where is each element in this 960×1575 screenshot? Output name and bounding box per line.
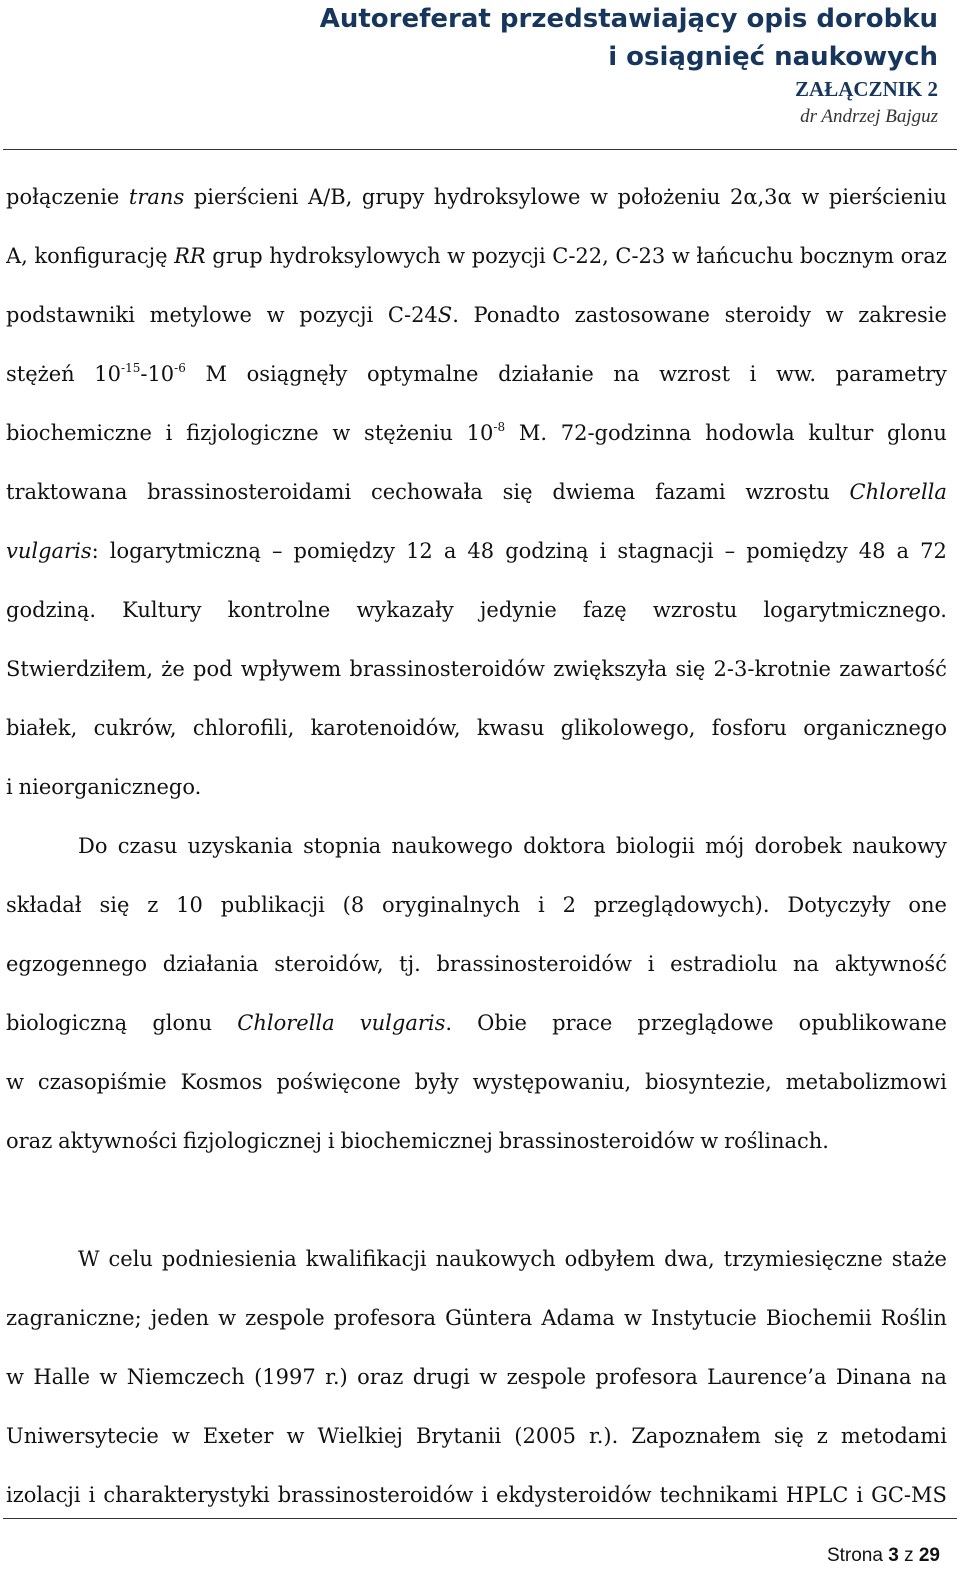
word: w (286, 1424, 305, 1448)
word: vulgaris: (6, 539, 99, 563)
word: poświęcone (276, 1070, 401, 1094)
word: metabolizmowi (785, 1070, 947, 1094)
word: glonu (887, 421, 947, 445)
word: naukowy (852, 834, 947, 858)
word: a (443, 539, 457, 563)
word: W (78, 1247, 100, 1271)
word: 72 (920, 539, 947, 563)
word: czasu (117, 834, 178, 858)
body-line (6, 935, 947, 994)
word: i (481, 1483, 489, 1507)
word: jeden (150, 1306, 210, 1330)
word: biologiczną (6, 1011, 128, 1035)
word: 12 (406, 539, 433, 563)
word: grup (212, 244, 263, 268)
word: że (161, 657, 185, 681)
word: oryginalnych (382, 893, 521, 917)
word: zagraniczne; (6, 1306, 142, 1330)
word: wzrost (659, 362, 731, 386)
word: r.). (588, 1424, 619, 1448)
word: i (749, 362, 757, 386)
word: w (6, 1365, 24, 1389)
word: Halle (33, 1365, 91, 1389)
word: brassinosteroidami (147, 480, 352, 504)
word: profesora (595, 1365, 698, 1389)
word: i (165, 421, 173, 445)
word: połączenie (6, 185, 120, 209)
header-title-line2: i osiągnięć naukowych (608, 42, 938, 72)
word: białek, (6, 716, 78, 740)
word: glonu (152, 1011, 213, 1035)
word: brassinosteroidów (277, 1483, 474, 1507)
footer-label: Strona (826, 1545, 883, 1566)
page-header (320, 0, 938, 132)
word: pozycji (299, 303, 374, 327)
word: zespole (506, 1365, 587, 1389)
header-author: dr Andrzej Bajguz (800, 106, 938, 127)
word: zespole (245, 1306, 325, 1330)
word: zastosowane (574, 303, 710, 327)
word: kwasu (476, 716, 545, 740)
word: były (414, 1070, 459, 1094)
word: 10 (176, 893, 203, 917)
word: przeglądowych). (593, 893, 770, 917)
word: na (920, 1365, 947, 1389)
word: wzrostu (652, 598, 738, 622)
word: z (147, 893, 159, 917)
word: pierścieniu (828, 185, 947, 209)
word: mój (705, 834, 745, 858)
body-line (6, 522, 947, 581)
header-divider (3, 149, 957, 150)
word: aktywność (834, 952, 947, 976)
word: składał (6, 893, 82, 917)
word: 72-godzinna (560, 421, 692, 445)
word: podstawniki (6, 303, 135, 327)
word: biosyntezie, (645, 1070, 772, 1094)
word: oraz (6, 1129, 53, 1153)
word: Stwierdziłem, (6, 657, 154, 681)
word: 48 (858, 539, 886, 563)
word: cechowała (370, 480, 483, 504)
word: Obie (477, 1011, 527, 1035)
word: pomiędzy (293, 539, 396, 563)
word: opublikowane (798, 1011, 947, 1035)
word: logarytmiczną (109, 539, 261, 563)
word: izolacji (6, 1483, 81, 1507)
word: Kosmos (180, 1070, 263, 1094)
word: w (171, 1424, 190, 1448)
word: charakterystyki (103, 1483, 270, 1507)
word: trans (128, 185, 185, 209)
word: brassinosteroidów (498, 1129, 695, 1153)
word: Do (78, 834, 108, 858)
word: zawartość (839, 657, 947, 681)
footer-page-total: 29 (918, 1545, 940, 1566)
word: pod (193, 657, 233, 681)
word: Ponadto (473, 303, 561, 327)
word: doktora (523, 834, 606, 858)
word: pomiędzy (746, 539, 848, 563)
word: się (502, 480, 533, 504)
word: w (99, 1365, 118, 1389)
word: łańcuchu (696, 244, 794, 268)
word: brassinosteroidów (436, 952, 633, 976)
body-line (6, 876, 947, 935)
word: wpływem (240, 657, 342, 681)
word: Uniwersytecie (6, 1424, 159, 1448)
word: i (599, 539, 607, 563)
word: Dotyczyły (787, 893, 891, 917)
word: fizjologiczne (186, 421, 319, 445)
word: przeglądowe (637, 1011, 774, 1035)
word: organicznego (803, 716, 947, 740)
word: zwiększyła (553, 657, 668, 681)
word: naukowego (391, 834, 513, 858)
word: Exeter (202, 1424, 274, 1448)
body-line (6, 345, 947, 404)
footer-page-number: 3 (888, 1545, 899, 1566)
word: ekdysteroidów (496, 1483, 652, 1507)
word: w (479, 1365, 498, 1389)
word: profesora (333, 1306, 437, 1330)
word: hydroksylowe (433, 185, 581, 209)
word: i (538, 893, 545, 917)
body-line (6, 817, 947, 876)
word: fazami (655, 480, 726, 504)
word: M. (518, 421, 548, 445)
word: – (271, 539, 283, 563)
word: (1997 (254, 1365, 316, 1389)
word: dorobek (754, 834, 842, 858)
word: naukowych (435, 1247, 556, 1271)
footer-divider (3, 1518, 957, 1519)
word: hodowla (705, 421, 795, 445)
word: staże (891, 1247, 947, 1271)
word: w (6, 1070, 24, 1094)
word: konfigurację (34, 244, 168, 268)
word: biologii (615, 834, 695, 858)
word: w (447, 244, 466, 268)
word: metylowe (149, 303, 252, 327)
word: traktowana (6, 480, 128, 504)
word: działanie (498, 362, 594, 386)
word: się (675, 657, 706, 681)
word: osiągnęły (246, 362, 348, 386)
word: 2-3-krotnie (713, 657, 831, 681)
word: w (590, 185, 609, 209)
body-line (6, 227, 947, 286)
word: tj. (399, 952, 421, 976)
word: czasopiśmie (37, 1070, 167, 1094)
word: r.) (325, 1365, 348, 1389)
word: Wielkiej (317, 1424, 403, 1448)
word: stężeniu (364, 421, 453, 445)
word: A, (6, 244, 28, 268)
word: dwa, (664, 1247, 715, 1271)
body-line (6, 581, 947, 640)
word: celu (108, 1247, 153, 1271)
body-line (6, 1348, 947, 1407)
word: Güntera (445, 1306, 533, 1330)
word: godziną. (6, 598, 97, 622)
word: w (671, 244, 690, 268)
word: C-24S. (387, 303, 459, 327)
body-line (6, 1407, 947, 1466)
body-line (6, 1230, 947, 1289)
word: prace (552, 1011, 613, 1035)
word: działania (162, 952, 259, 976)
word: z (816, 1424, 828, 1448)
word: w (801, 185, 820, 209)
word: M (205, 362, 227, 386)
word: Chlorella (849, 480, 947, 504)
word: drugi (412, 1365, 470, 1389)
word: i (856, 1483, 864, 1507)
body-line (6, 1053, 947, 1112)
word: one (908, 893, 947, 917)
word: chlorofili, (192, 716, 295, 740)
word: jedynie (479, 598, 557, 622)
word: Zapoznałem (631, 1424, 761, 1448)
word: w (623, 1306, 642, 1330)
word: Dinana (835, 1365, 912, 1389)
word: fazę (582, 598, 627, 622)
word: stopnia (303, 834, 382, 858)
body-line (6, 699, 947, 758)
word: C-22, (552, 244, 609, 268)
word: się (773, 1424, 804, 1448)
word: (8 (342, 893, 365, 917)
word: $10^{-8}$ (466, 420, 506, 445)
word: $10^{-15}-10^{-6}$ (94, 361, 186, 386)
word: A/B, (307, 185, 353, 209)
body-line (6, 286, 947, 345)
word: estradiolu (670, 952, 778, 976)
body-line (6, 1466, 947, 1525)
word: hydroksylowych (269, 244, 441, 268)
word: wykazały (356, 598, 454, 622)
header-title-line1: Autoreferat przedstawiający opis dorobku (319, 4, 938, 34)
word: ww. (775, 362, 817, 386)
word: oraz (900, 244, 947, 268)
word: w (700, 1129, 719, 1153)
word: w (266, 303, 285, 327)
word: Kultury (122, 598, 202, 622)
body-line (6, 994, 947, 1053)
word: fizjologicznej (182, 1129, 323, 1153)
word: – (724, 539, 736, 563)
word: kultur (808, 421, 874, 445)
word: i (647, 952, 655, 976)
word: i (327, 1129, 335, 1153)
word: podniesienia (161, 1247, 297, 1271)
word: na (793, 952, 820, 976)
word: wzrostu (745, 480, 830, 504)
word: RR (174, 244, 206, 268)
header-attachment: ZAŁĄCZNIK 2 (795, 77, 938, 101)
word: występowaniu, (472, 1070, 632, 1094)
word: Biochemii (765, 1306, 872, 1330)
word: Roślin (880, 1306, 947, 1330)
word: Laurence’a (707, 1365, 827, 1389)
word: grupy (361, 185, 425, 209)
word: biochemiczne (6, 421, 152, 445)
word: steroidy (724, 303, 811, 327)
word: technikami (659, 1483, 778, 1507)
word: logarytmicznego. (763, 598, 947, 622)
word: GC-MS (871, 1483, 947, 1507)
body-text (6, 168, 947, 1525)
word: pierścieni (193, 185, 299, 209)
paragraph-gap (6, 1171, 947, 1230)
word: trzymiesięczne (723, 1247, 883, 1271)
word: Niemczech (126, 1365, 245, 1389)
word: karotenoidów, (310, 716, 461, 740)
word: 2α,3α (729, 185, 792, 209)
word: położeniu (617, 185, 721, 209)
word: i (6, 775, 13, 799)
word: fosforu (711, 716, 787, 740)
word: HPLC (785, 1483, 849, 1507)
word: vulgaris. (359, 1011, 453, 1035)
word: w (332, 421, 351, 445)
word: brassinosteroidów (349, 657, 545, 681)
word: Chlorella (237, 1011, 335, 1035)
word: cukrów, (93, 716, 177, 740)
word: a (896, 539, 910, 563)
word: publikacji (220, 893, 325, 917)
word: się (99, 893, 130, 917)
word: C-23 (615, 244, 666, 268)
body-line (6, 168, 947, 227)
word: nieorganicznego. (18, 775, 202, 799)
body-line (6, 1112, 947, 1171)
word: Adama (541, 1306, 615, 1330)
word: biochemicznej (340, 1129, 493, 1153)
word: i (88, 1483, 96, 1507)
word: steroidów, (274, 952, 384, 976)
word: w (218, 1306, 237, 1330)
word: glikolowego, (560, 716, 696, 740)
word: optymalne (366, 362, 479, 386)
word: Brytanii (415, 1424, 502, 1448)
body-line (6, 1289, 947, 1348)
body-line (6, 404, 947, 463)
page-footer (827, 1545, 940, 1567)
word: roślinach. (724, 1129, 829, 1153)
word: parametry (835, 362, 947, 386)
word: zakresie (858, 303, 947, 327)
word: metodami (840, 1424, 947, 1448)
word: stężeń (6, 362, 75, 386)
word: stagnacji (617, 539, 714, 563)
word: egzogennego (6, 952, 148, 976)
word: pozycji (471, 244, 546, 268)
word: kwalifikacji (305, 1247, 427, 1271)
body-line (6, 758, 947, 817)
word: godziną (505, 539, 589, 563)
word: uzyskania (187, 834, 293, 858)
word: (2005 (514, 1424, 576, 1448)
body-line (6, 463, 947, 522)
word: 2 (562, 893, 576, 917)
word: 48 (467, 539, 495, 563)
body-line (6, 640, 947, 699)
word: dwiema (552, 480, 636, 504)
word: oraz (357, 1365, 404, 1389)
word: kontrolne (227, 598, 331, 622)
word: w (825, 303, 844, 327)
footer-of: z (904, 1545, 914, 1566)
word: aktywności (58, 1129, 178, 1153)
word: Instytucie (651, 1306, 757, 1330)
word: odbyłem (564, 1247, 656, 1271)
word: na (613, 362, 640, 386)
word: bocznym (799, 244, 895, 268)
